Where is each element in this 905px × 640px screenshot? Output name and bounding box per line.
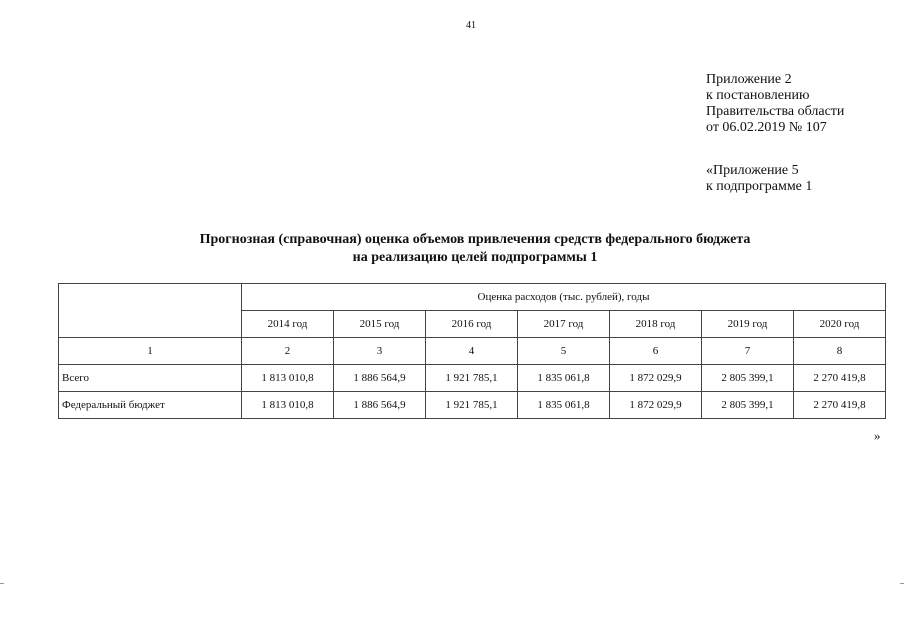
group-header: Оценка расходов (тыс. рублей), годы — [242, 284, 886, 311]
column-number: 4 — [426, 338, 518, 365]
cell: 1 921 785,1 — [426, 392, 518, 419]
margin-mark — [0, 583, 4, 584]
column-number: 1 — [59, 338, 242, 365]
cell: 2 270 419,8 — [794, 365, 886, 392]
year-header: 2016 год — [426, 311, 518, 338]
cell: 1 835 061,8 — [518, 392, 610, 419]
document-title-line2: на реализацию целей подпрограммы 1 — [352, 250, 598, 265]
table-row — [59, 392, 886, 419]
year-header: 2020 год — [794, 311, 886, 338]
empty-header-cell — [59, 284, 242, 338]
appendix-sub-line: «Приложение 5 — [706, 163, 799, 178]
column-number: 5 — [518, 338, 610, 365]
year-header: 2017 год — [518, 311, 610, 338]
column-number: 3 — [334, 338, 426, 365]
appendix-sub-block — [706, 163, 812, 195]
year-header: 2015 год — [334, 311, 426, 338]
appendix-block — [706, 72, 844, 136]
column-number: 8 — [794, 338, 886, 365]
appendix-sub-line: к подпрограмме 1 — [706, 179, 813, 194]
cell: 1 813 010,8 — [242, 365, 334, 392]
cell: 1 835 061,8 — [518, 365, 610, 392]
column-number-row — [59, 338, 886, 365]
cell: 1 872 029,9 — [610, 392, 702, 419]
cell: 1 813 010,8 — [242, 392, 334, 419]
year-header: 2019 год — [702, 311, 794, 338]
appendix-line: к постановлению — [706, 88, 810, 103]
year-header: 2014 год — [242, 311, 334, 338]
margin-mark — [900, 583, 904, 584]
document-title-line1: Прогнозная (справочная) оценка объемов привлечения средств федерального бюджета — [199, 232, 751, 247]
appendix-line: от 06.02.2019 № 107 — [706, 120, 827, 135]
appendix-line: Правительства области — [706, 104, 845, 119]
cell: 1 886 564,9 — [334, 392, 426, 419]
budget-table — [58, 283, 886, 419]
cell: 1 886 564,9 — [334, 365, 426, 392]
table-row — [59, 365, 886, 392]
row-label: Федеральный бюджет — [59, 392, 242, 419]
page-number: 41 — [466, 20, 476, 31]
column-number: 6 — [610, 338, 702, 365]
table-header-row — [59, 284, 886, 311]
row-label: Всего — [59, 365, 242, 392]
appendix-line: Приложение 2 — [706, 72, 792, 87]
year-header: 2018 год — [610, 311, 702, 338]
cell: 2 805 399,1 — [702, 365, 794, 392]
cell: 2 805 399,1 — [702, 392, 794, 419]
cell: 1 921 785,1 — [426, 365, 518, 392]
closing-quote: » — [874, 428, 881, 443]
cell: 2 270 419,8 — [794, 392, 886, 419]
column-number: 7 — [702, 338, 794, 365]
column-number: 2 — [242, 338, 334, 365]
cell: 1 872 029,9 — [610, 365, 702, 392]
